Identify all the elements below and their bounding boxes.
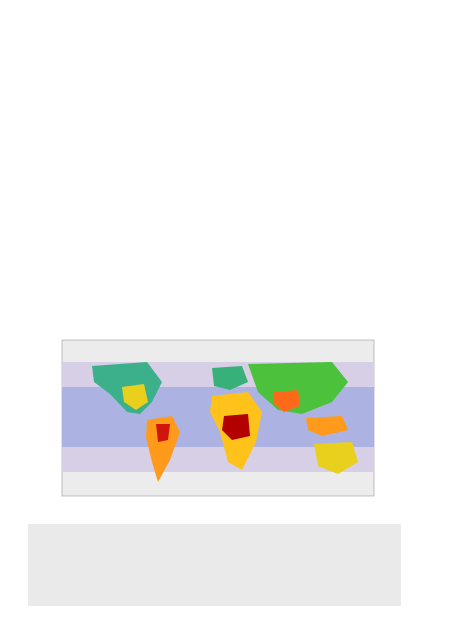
south-america-hotspot xyxy=(156,424,170,442)
lightning-map-graphic xyxy=(52,332,397,512)
map-caption-box xyxy=(28,524,401,606)
world-lightning-map xyxy=(52,332,397,512)
